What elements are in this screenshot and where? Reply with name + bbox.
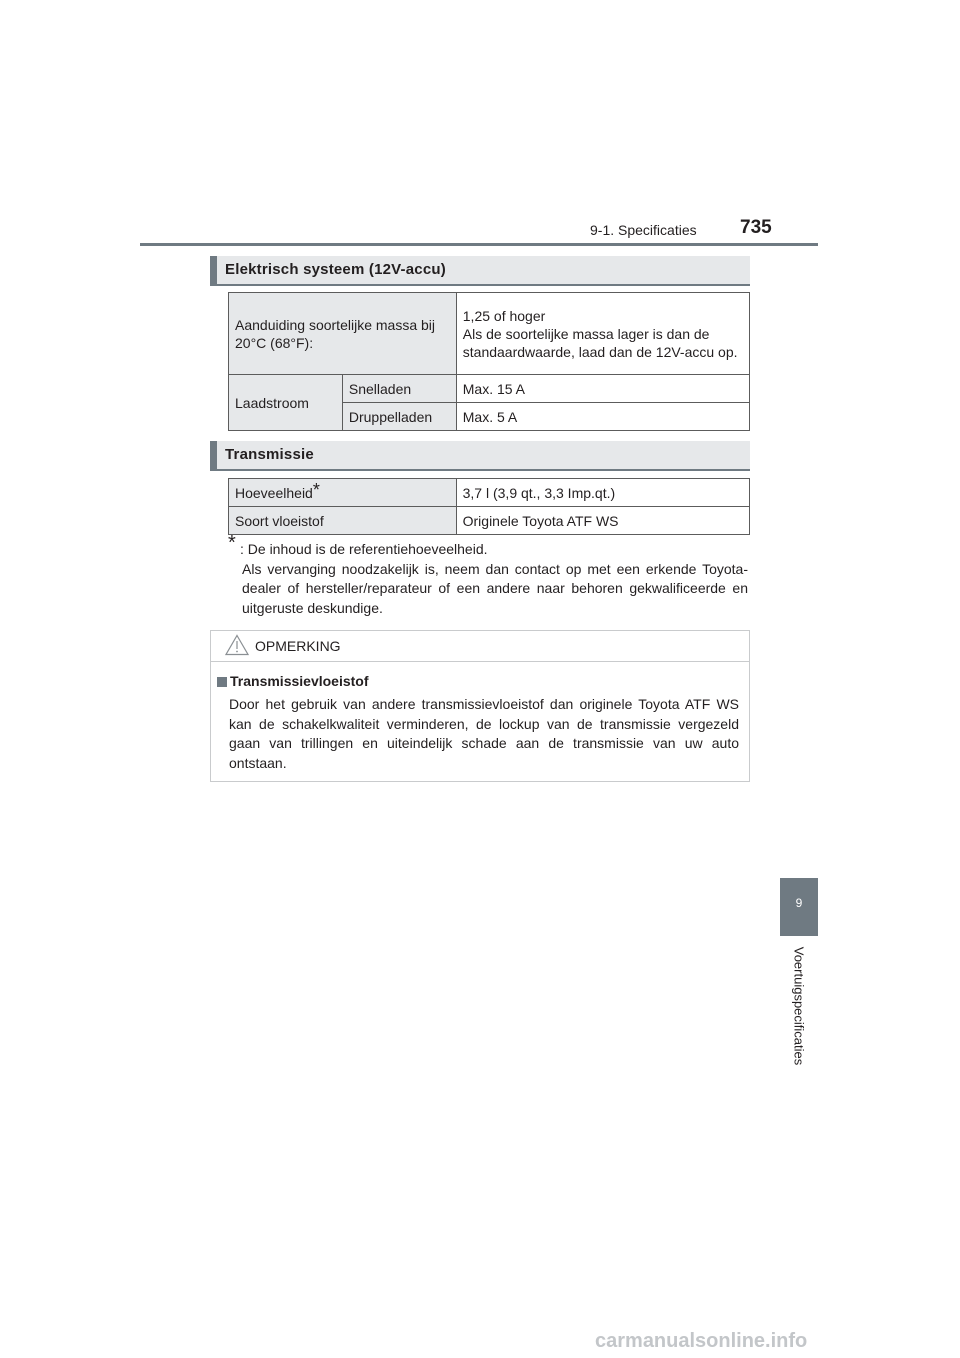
charge-current-label: Laadstroom xyxy=(229,375,343,431)
fluid-type-label: Soort vloeistof xyxy=(229,507,457,535)
page-number: 735 xyxy=(740,217,772,238)
footnote-body: Als vervanging noodzakelijk is, neem dan contact op met een erkende Toyota-dealer of hersteller/reparateur of een andere naar behoren gekwalificeerde en uitgeruste deskundige. xyxy=(242,560,748,616)
specific-gravity-line-1: 1,25 of hoger xyxy=(462,307,546,324)
chapter-tab: 9 xyxy=(780,878,818,936)
specific-gravity-line-2: Als de soortelijke massa lager is dan de standaardwaarde, laad dan de 12V-accu op. xyxy=(462,325,738,360)
caution-caption-bar xyxy=(211,631,749,662)
quantity-value: 3,7 l (3,9 qt., 3,3 Imp.qt.) xyxy=(456,479,749,507)
caution-heading: Transmissievloeistof xyxy=(230,673,369,689)
trickle-charge-label: Druppelladen xyxy=(342,403,456,431)
footnote-lead: : De inhoud is de referentiehoeveelheid. xyxy=(240,541,488,557)
fast-charge-label: Snelladen xyxy=(342,375,456,403)
warning-triangle-icon xyxy=(225,634,249,661)
specific-gravity-label: Aanduiding soortelijke massa bij 20°C (68°F): xyxy=(229,293,457,375)
section-marker xyxy=(210,256,217,284)
table-row xyxy=(229,375,750,403)
electrical-section-header xyxy=(210,256,750,286)
trickle-charge-value: Max. 5 A xyxy=(456,403,749,431)
caution-box xyxy=(210,630,750,782)
transmission-section-header xyxy=(210,441,750,471)
fluid-type-value: Originele Toyota ATF WS xyxy=(456,507,749,535)
specific-gravity-value xyxy=(456,293,749,375)
electrical-section-title: Elektrisch systeem (12V-accu) xyxy=(225,261,446,278)
caution-text: Door het gebruik van andere transmissievloeistof dan originele Toyota ATF WS kan de schakelkwaliteit verminderen, de lockup van de transmissie vergezeld gaan van trillingen en uiteindelijk schade aan de transmissie van uw auto ontstaan. xyxy=(229,696,739,771)
square-bullet-icon xyxy=(217,677,227,687)
footnote xyxy=(228,532,748,618)
section-label: 9-1. Specificaties xyxy=(590,222,697,238)
transmission-section-title: Transmissie xyxy=(225,446,314,463)
table-row xyxy=(229,479,750,507)
table-row xyxy=(229,507,750,535)
footnote-star: * xyxy=(228,532,236,554)
transmission-spec-table xyxy=(228,478,750,535)
caution-caption: OPMERKING xyxy=(255,638,341,654)
quantity-label-text: Hoeveelheid xyxy=(235,484,313,501)
header-rule xyxy=(140,243,818,246)
footnote-mark: * xyxy=(312,479,320,500)
electrical-spec-table xyxy=(228,292,750,431)
section-marker xyxy=(210,441,217,469)
quantity-label xyxy=(229,479,457,507)
table-row xyxy=(229,293,750,375)
fast-charge-value: Max. 15 A xyxy=(456,375,749,403)
chapter-title: Voertuigspecificaties xyxy=(791,946,807,1066)
watermark: carmanualsonline.info xyxy=(595,1330,808,1352)
